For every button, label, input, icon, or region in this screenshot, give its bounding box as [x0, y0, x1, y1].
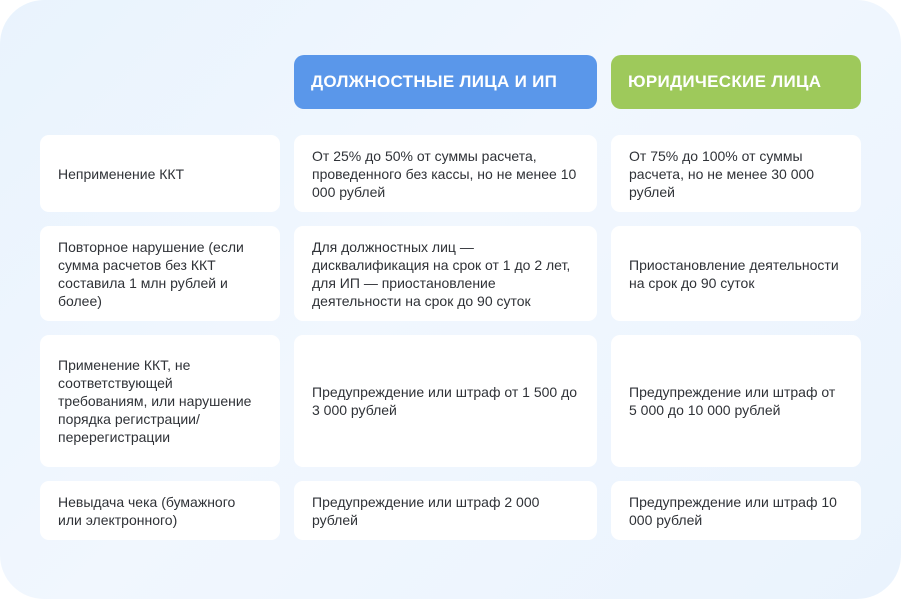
officials-penalty-text: От 25% до 50% от суммы расчета, проведенного без кассы, но не менее 10 000 рублей — [312, 147, 577, 200]
header-officials — [294, 55, 597, 109]
legal-penalty-text: От 75% до 100% от суммы расчета, но не менее 30 000 рублей — [629, 147, 815, 200]
header-legal-entities-label: ЮРИДИЧЕСКИЕ ЛИЦА — [628, 72, 822, 91]
officials-penalty-cell — [294, 335, 597, 467]
officials-penalty-cell — [294, 135, 597, 212]
header-officials-label: ДОЛЖНОСТНЫЕ ЛИЦА И ИП — [311, 72, 558, 91]
officials-penalty-text: Предупреждение или штраф 2 000 рублей — [312, 493, 540, 528]
violation-text: Повторное нарушение (если сумма расчетов без ККТ составила 1 млн рублей и более) — [58, 238, 244, 309]
violation-cell — [40, 226, 280, 321]
legal-penalty-cell — [611, 226, 861, 321]
legal-penalty-text: Приостановление деятельности на срок до 90 суток — [629, 256, 839, 291]
violation-text: Неприменение ККТ — [58, 165, 185, 182]
legal-penalty-cell — [611, 335, 861, 467]
violation-cell — [40, 481, 280, 540]
violation-cell — [40, 335, 280, 467]
legal-penalty-text: Предупреждение или штраф 10 000 рублей — [629, 493, 837, 528]
officials-penalty-cell — [294, 226, 597, 321]
header-legal-entities — [611, 55, 861, 109]
legal-penalty-cell — [611, 481, 861, 540]
officials-penalty-cell — [294, 481, 597, 540]
officials-penalty-text: Для должностных лиц — дисквалификация на срок от 1 до 2 лет, для ИП — приостановление деятельности на срок до 90 суток — [312, 238, 571, 309]
legal-penalty-cell — [611, 135, 861, 212]
violation-text: Применение ККТ, не соответствующей требованиям, или нарушение порядка регистрации/ перерегистрации — [58, 357, 252, 445]
legal-penalty-text: Предупреждение или штраф от 5 000 до 10 000 рублей — [629, 384, 836, 418]
violation-text: Невыдача чека (бумажного или электронного) — [58, 493, 236, 528]
violation-cell — [40, 135, 280, 212]
officials-penalty-text: Предупреждение или штраф от 1 500 до 3 000 рублей — [312, 384, 578, 418]
